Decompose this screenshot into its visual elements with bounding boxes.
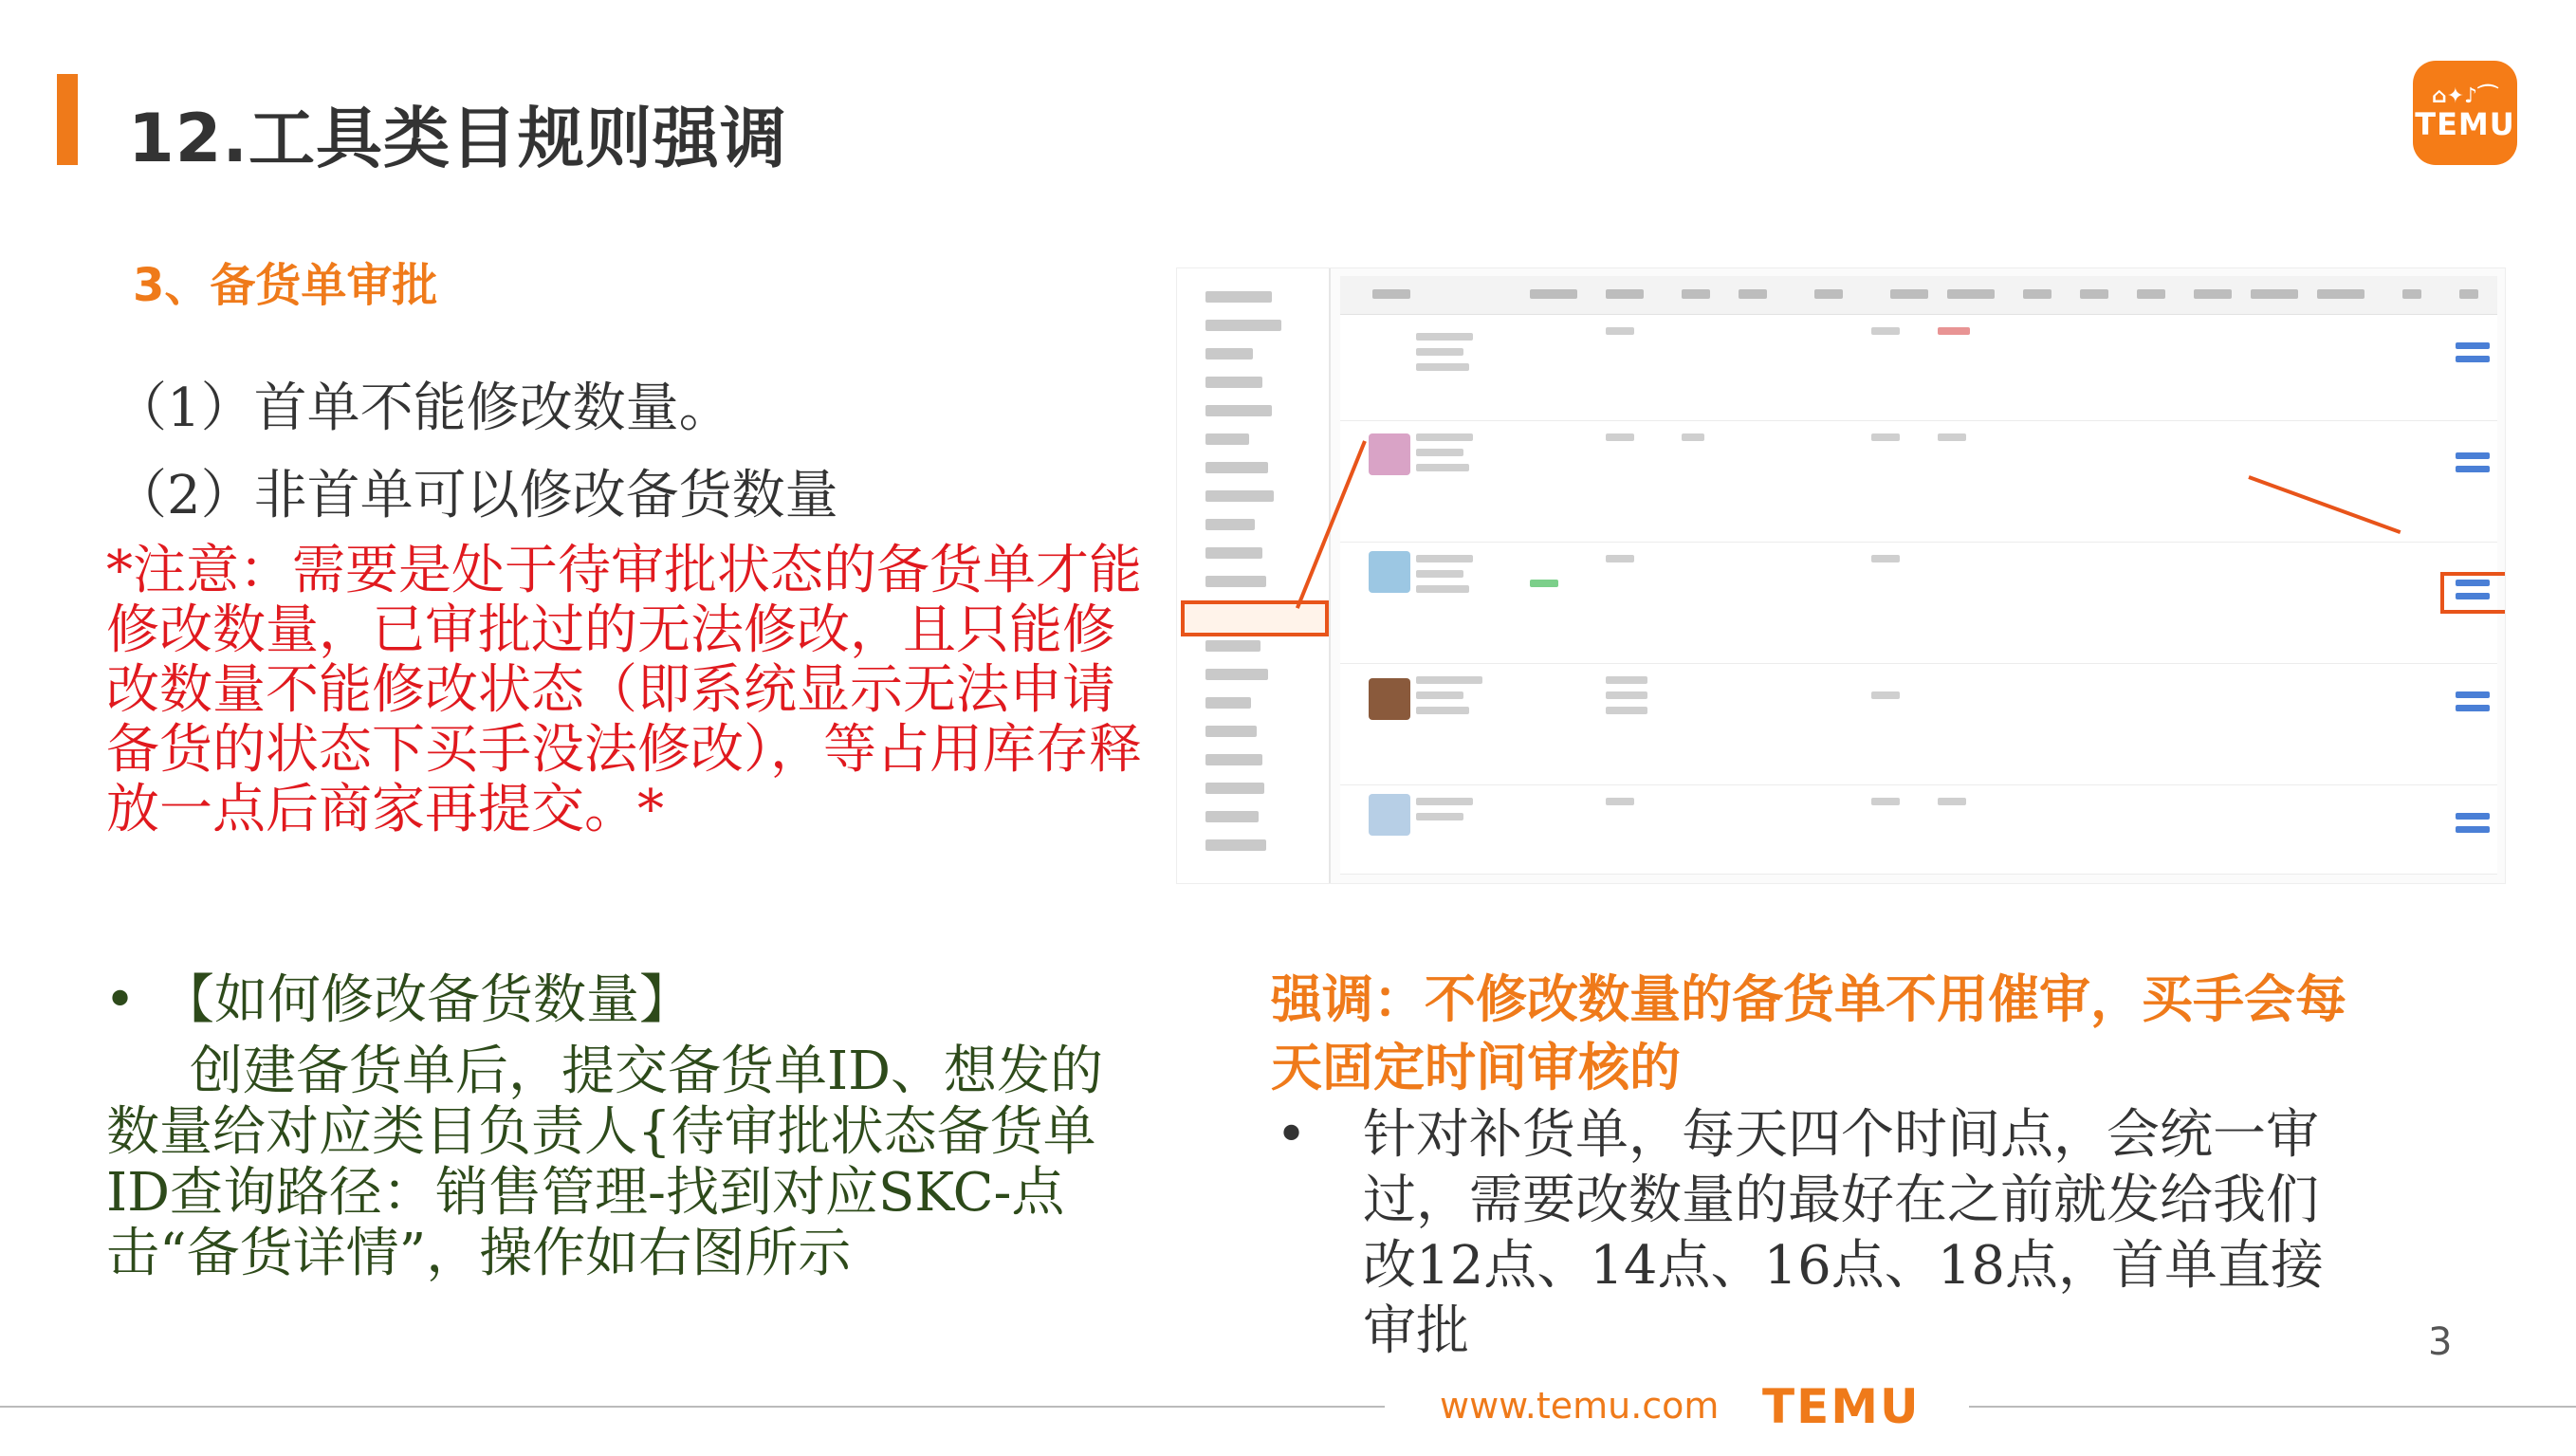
bullet-marker: • xyxy=(1276,1104,1308,1166)
section-subtitle: 3、备货单审批 xyxy=(133,259,438,312)
replenishment-bullet-text: 针对补货单，每天四个时间点，会统一审过，需要改数量的最好在之前就发给我们改12点、14点、16点、18点，首单直接审批 xyxy=(1363,1104,2325,1362)
logo-text: TEMU xyxy=(2415,106,2515,142)
highlighted-action-link xyxy=(2440,572,2506,614)
bullet-marker: • xyxy=(104,969,137,1031)
screenshot-table xyxy=(1340,276,2497,874)
rule-item-1: （1）首单不能修改数量。 xyxy=(114,378,732,439)
page-number: 3 xyxy=(2428,1320,2453,1364)
how-to-paragraph: 创建备货单后，提交备货单ID、想发的数量给对应类目负责人{待审批状态备货单ID查询路径：销售管理-找到对应SKC-点击“备货详情”，操作如右图所示 xyxy=(106,1041,1104,1284)
footer-url-link[interactable]: www.temu.com xyxy=(1440,1385,1720,1427)
rule-item-2: （2）非首单可以修改备货数量 xyxy=(114,465,838,526)
slide-title: 12.工具类目规则强调 xyxy=(128,100,788,177)
notice-text: *注意：需要是处于待审批状态的备货单才能修改数量，已审批过的无法修改，且只能修改数量不能修改状态（即系统显示无法申请备货的状态下买手没法修改），等占用库存释放一点后商家再提交。* xyxy=(106,540,1142,840)
footer-divider-left xyxy=(0,1406,1385,1408)
how-to-heading-text: 【如何修改备货数量】 xyxy=(161,969,692,1031)
highlighted-sidebar-item xyxy=(1181,600,1329,636)
emphasis-text: 强调：不修改数量的备货单不用催审，买手会每天固定时间审核的 xyxy=(1271,969,2346,1097)
title-accent-bar xyxy=(57,74,78,165)
backend-screenshot-image xyxy=(1176,267,2506,884)
replenishment-bullet xyxy=(1276,1102,2338,1364)
footer-divider-right xyxy=(1969,1406,2576,1408)
logo-glyphs: ⌂✦♪⌒ xyxy=(2431,84,2499,108)
how-to-heading xyxy=(104,958,692,1034)
temu-app-logo-icon xyxy=(2413,61,2517,165)
footer-brand-logo: TEMU xyxy=(1762,1379,1921,1434)
